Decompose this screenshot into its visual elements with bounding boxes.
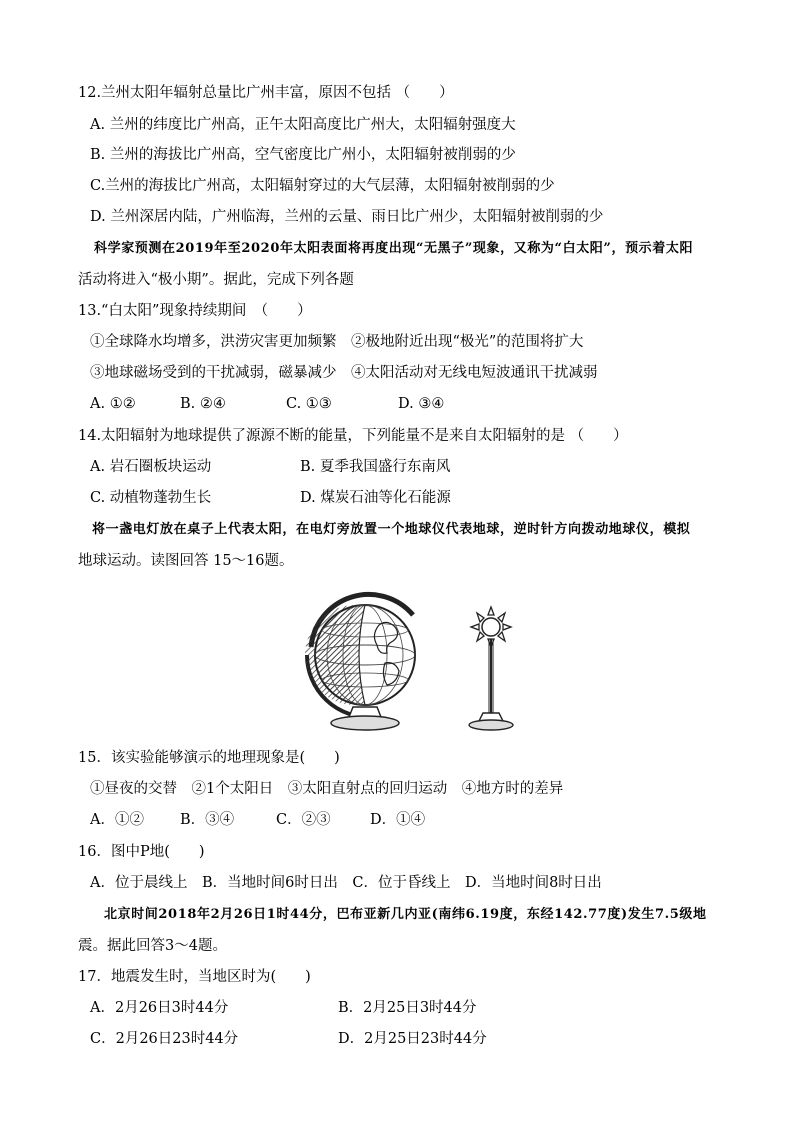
globe-icon — [305, 594, 415, 730]
q12-option-d: D. 兰州深居内陆，广州临海，兰州的云量、雨日比广州少，太阳辐射被削弱的少 — [90, 209, 604, 225]
globe-lamp-figure — [293, 585, 533, 735]
q12-option-c: C.兰州的海拔比广州高，太阳辐射穿过的大气层薄，太阳辐射被削弱的少 — [90, 178, 555, 194]
q14-option-b: B. 夏季我国盛行东南风 — [300, 459, 451, 475]
q17-option-d: D．2月25日23时44分 — [338, 1031, 487, 1047]
q13-option-b: B. ②④ — [180, 396, 226, 412]
q12-option-b: B. 兰州的海拔比广州高，空气密度比广州小，太阳辐射被削弱的少 — [90, 147, 516, 163]
q12-option-a: A. 兰州的纬度比广州高，正午太阳高度比广州大，太阳辐射强度大 — [90, 117, 516, 133]
passage-globe-line1: 将一盏电灯放在桌子上代表太阳，在电灯旁放置一个地球仪代表地球，逆时针方向拨动地球仪，模拟 — [92, 522, 691, 537]
q13-items-row2: ③地球磁场受到的干扰减弱，磁暴减少 ④太阳活动对无线电短波通讯干扰减弱 — [90, 365, 598, 381]
q13-option-c: C. ①③ — [286, 396, 332, 412]
q17-option-c: C．2月26日23时44分 — [90, 1031, 239, 1047]
q13-option-a: A. ①② — [90, 396, 136, 412]
q13-option-d: D. ③④ — [398, 396, 445, 412]
sun-lamp-icon — [469, 607, 513, 730]
q12-stem: 12.兰州太阳年辐射总量比广州丰富，原因不包括 （ ） — [78, 85, 454, 101]
q15-option-c: C．②③ — [276, 812, 331, 828]
q15-option-d: D．①④ — [370, 812, 426, 828]
q15-option-a: A．①② — [90, 812, 144, 828]
q15-items: ①昼夜的交替 ②1个太阳日 ③太阳直射点的回归运动 ④地方时的差异 — [90, 781, 564, 797]
q16-options: A．位于晨线上 B．当地时间6时日出 C．位于昏线上 D．当地时间8时日出 — [90, 875, 602, 891]
q17-stem: 17．地震发生时，当地区时为( ) — [78, 969, 311, 985]
q17-option-a: A．2月26日3时44分 — [90, 1000, 229, 1016]
passage-earthquake-line1: 北京时间2018年2月26日1时44分，巴布亚新几内亚(南纬6.19度，东经142.77度)发生7.5级地 — [104, 907, 707, 922]
passage-white-sun-line2: 活动将进入“极小期”。据此，完成下列各题 — [78, 272, 354, 288]
q17-option-b: B．2月25日3时44分 — [338, 1000, 477, 1016]
q14-option-d: D. 煤炭石油等化石能源 — [300, 490, 451, 506]
q13-items-row1: ①全球降水均增多，洪涝灾害更加频繁 ②极地附近出现“极光”的范围将扩大 — [90, 334, 584, 350]
q14-stem: 14.太阳辐射为地球提供了源源不断的能量，下列能量不是来自太阳辐射的是 （ ） — [78, 428, 628, 444]
q16-stem: 16．图中P地( ) — [78, 844, 205, 860]
q15-stem: 15．该实验能够演示的地理现象是( ) — [78, 750, 340, 766]
q13-stem: 13.“白太阳”现象持续期间 （ ） — [78, 303, 312, 319]
q14-option-a: A. 岩石圈板块运动 — [90, 459, 212, 475]
passage-white-sun-line1: 科学家预测在2019年至2020年太阳表面将再度出现“无黑子”现象，又称为“白太阳”，预示着太阳 — [94, 241, 694, 256]
passage-earthquake-line2: 震。据此回答3～4题。 — [78, 938, 227, 954]
passage-globe-line2: 地球运动。读图回答 15～16题。 — [78, 553, 294, 569]
q14-option-c: C. 动植物蓬勃生长 — [90, 490, 212, 506]
q15-option-b: B．③④ — [180, 812, 235, 828]
